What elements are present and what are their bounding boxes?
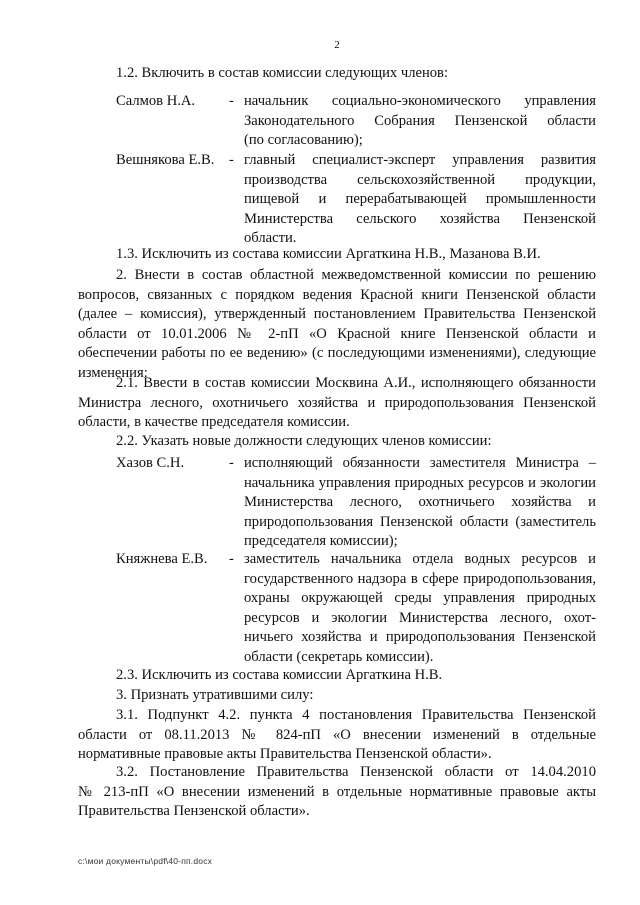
- section-1-3: 1.3. Исключить из состава комиссии Аргаткина Н.В., Мазанова В.И.: [116, 246, 541, 262]
- section-1-2-heading: 1.2. Включить в состав комиссии следующих членов:: [116, 65, 449, 81]
- member-position: начальник социально-экономического управления Законодательного Собрания Пензенской области (по согласованию);: [244, 93, 596, 149]
- member-name: Хазов С.Н.: [116, 455, 185, 471]
- member-dash: -: [229, 455, 234, 471]
- document-page: [78, 0, 596, 905]
- member-name: Княжнева Е.В.: [116, 551, 208, 567]
- section-3-1: 3.1. Подпункт 4.2. пункта 4 постановления Правительства Пензенской области от 08.11.2013 № 824-пП «О внесении изменений в отдельные нормативные правовые акты Правительства Пензенской области».: [78, 707, 596, 763]
- member-dash: -: [229, 152, 234, 168]
- member-name: Вешнякова Е.В.: [116, 152, 215, 168]
- member-name: Салмов Н.А.: [116, 93, 196, 109]
- section-3: 3. Признать утратившими силу:: [116, 687, 314, 703]
- member-dash: -: [229, 93, 234, 109]
- section-2-3: 2.3. Исключить из состава комиссии Аргаткина Н.В.: [116, 667, 443, 683]
- member-position: исполняющий обязанности заместителя Министра – начальника управления природных ресурсов и экологии Министерства лесного, охотничьего хозяйства и природопользования Пензенской области (заместитель председателя комиссии);: [244, 455, 596, 550]
- section-2-2-heading: 2.2. Указать новые должности следующих членов комиссии:: [116, 433, 492, 449]
- section-2: 2. Внести в состав областной межведомственной комиссии по решению вопросов, связанных с порядком ведения Красной книги Пензенской области (далее – комиссия), утвержденный постановлением Правительства Пензенской области от 10.01.2006 № 2-пП «О Красной книге Пензенской области и обеспечении работы по ее ведению» (с последующими изменениями), следующие изменения:: [78, 267, 596, 381]
- member-position: главный специалист-эксперт управления развития производства сельскохозяйственной продукции, пищевой и перерабатывающей промышленности Министерства сельского хозяйства Пензенской области.: [244, 152, 596, 247]
- member-dash: -: [229, 551, 234, 567]
- section-2-1: 2.1. Ввести в состав комиссии Москвина А.И., исполняющего обязанности Министра лесного, охотничьего хозяйства и природопользования Пензенской области, в качестве председателя комиссии.: [78, 375, 596, 431]
- member-position: заместитель начальника отдела водных ресурсов и государственного надзора в сфере природопользования, охраны окружающей среды управления природных ресурсов и экологии Министерства лесного, охот- ничьего хозяйства и природопользования Пензенской области (секретарь комиссии).: [244, 551, 596, 665]
- section-3-2: 3.2. Постановление Правительства Пензенской области от 14.04.2010 № 213-пП «О внесении изменений в отдельные нормативные правовые акты Правительства Пензенской области».: [78, 764, 596, 820]
- page-number: 2: [334, 39, 340, 51]
- footer-file-path: c:\мои документы\pdf\40-пп.docx: [78, 856, 213, 866]
